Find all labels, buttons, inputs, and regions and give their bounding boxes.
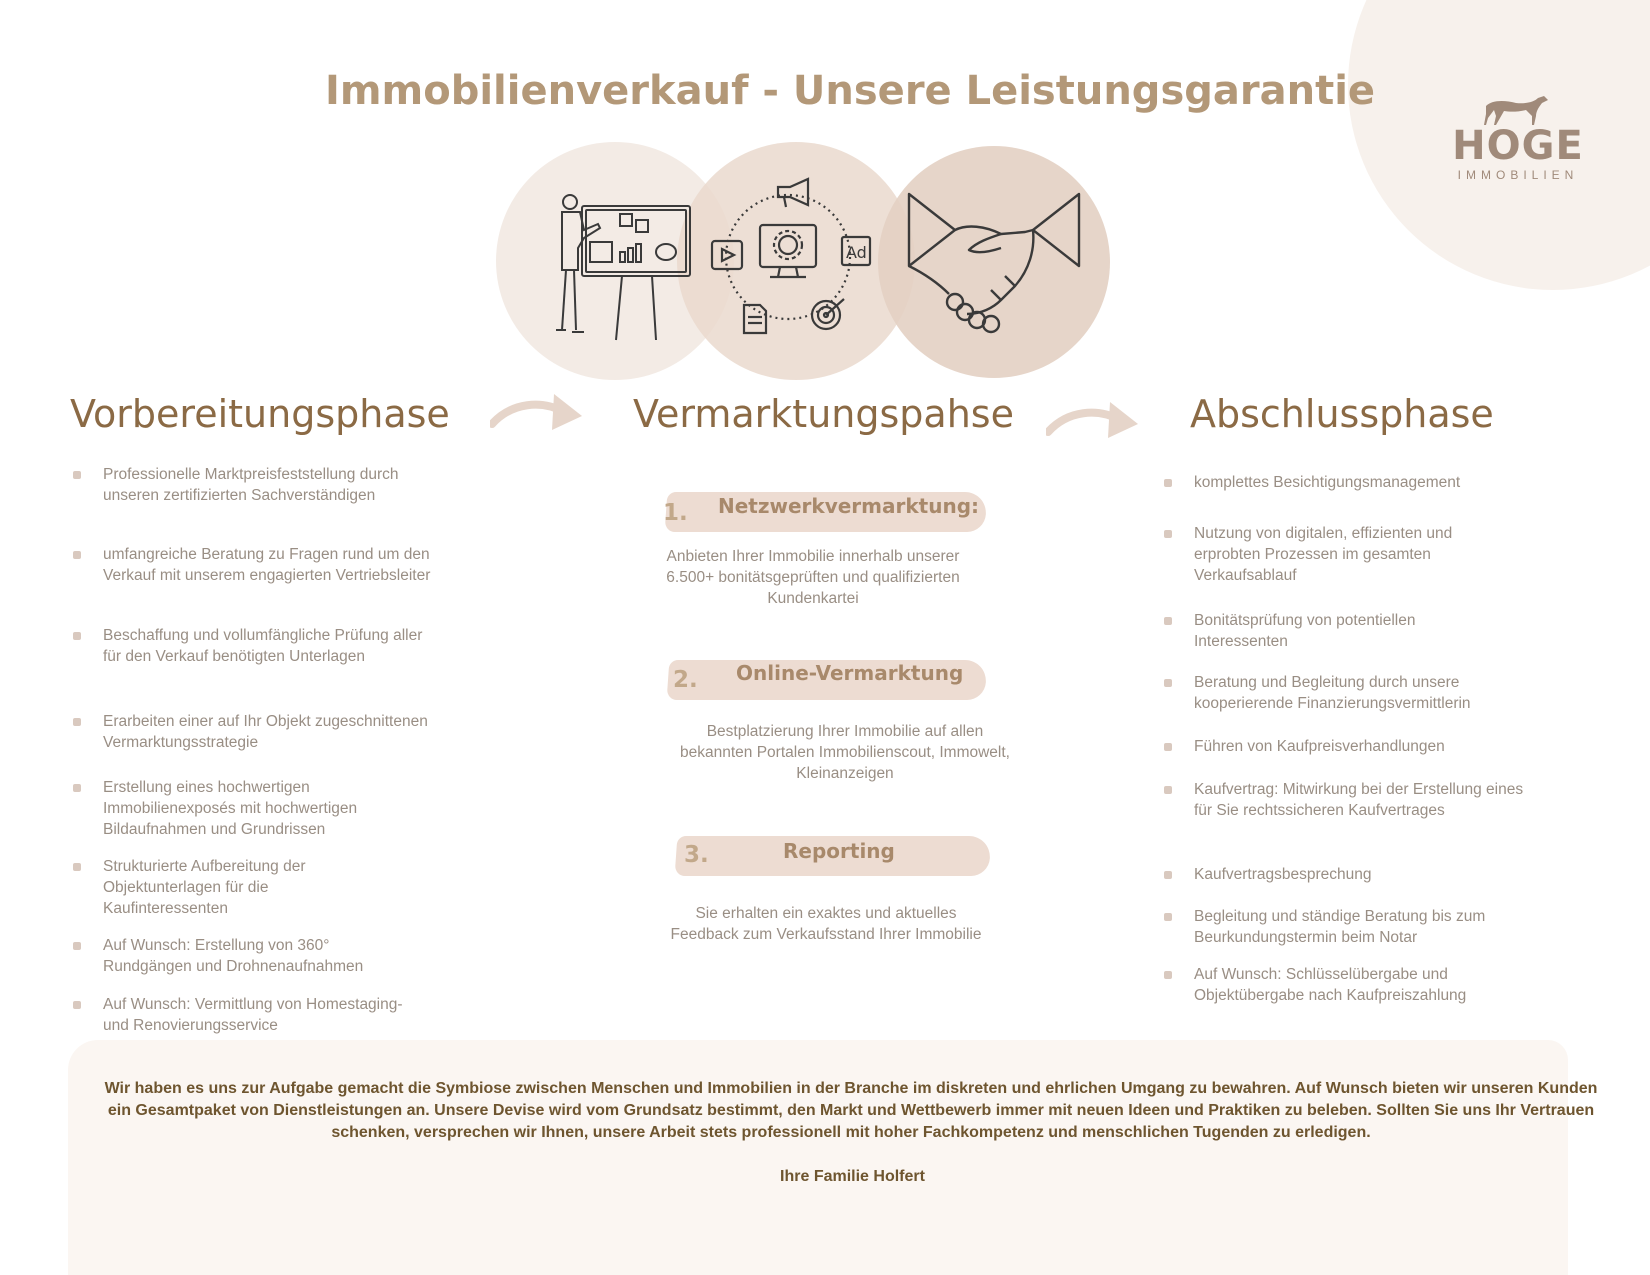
bullet-icon [73,471,81,479]
bullet-icon [73,632,81,640]
list-item: Auf Wunsch: Schlüsselübergabe und Objektübergabe nach Kaufpreiszahlung [1194,964,1544,1006]
bullet-icon [1164,913,1172,921]
bullet-icon [1164,679,1172,687]
phase-title-closing: Abschlussphase [1190,392,1494,436]
phase-title-marketing: Vermarktungspahse [633,392,1014,436]
list-item: Beratung und Begleitung durch unsere kooperierende Finanzierungsvermittlerin [1194,672,1534,714]
step-title: Reporting [783,839,895,863]
list-item: Nutzung von digitalen, effizienten und erprobten Prozessen im gesamten Verkaufsablauf [1194,523,1494,586]
arrow-right-icon [1046,398,1142,442]
list-item: Erarbeiten einer auf Ihr Objekt zugeschnittenen Vermarktungsstrategie [103,711,433,753]
digital-marketing-icon [708,175,878,335]
svg-text:Ad: Ad [846,243,867,262]
footer-signature: Ihre Familie Holfert [780,1168,925,1185]
bullet-icon [1164,479,1172,487]
bullet-icon [73,784,81,792]
step-title: Netzwerkvermarktung: [718,494,980,518]
list-item: Begleitung und ständige Beratung bis zum Beurkundungstermin beim Notar [1194,906,1524,948]
step-description: Anbieten Ihrer Immobilie innerhalb unserer 6.500+ bonitätsgeprüften und qualifizierten Kundenkartei [666,548,960,607]
bullet-icon [73,1001,81,1009]
logo-subtitle: IMMOBILIEN [1457,168,1579,182]
list-item: Auf Wunsch: Erstellung von 360° Rundgängen und Drohnenaufnahmen [103,935,403,977]
bullet-icon [73,551,81,559]
bullet-icon [1164,617,1172,625]
logo-wordmark: HOGE [1452,123,1584,169]
list-item: umfangreiche Beratung zu Fragen rund um den Verkauf mit unserem engagierten Vertriebsleiter [103,544,453,586]
bullet-icon [1164,786,1172,794]
bullet-icon [1164,530,1172,538]
bullet-icon [1164,743,1172,751]
step-number: 1. [663,500,688,526]
presentation-board-icon [540,190,700,345]
list-item: Kaufvertragsbesprechung [1194,864,1534,885]
list-item: Führen von Kaufpreisverhandlungen [1194,736,1534,757]
bullet-icon [73,942,81,950]
list-item: Erstellung eines hochwertigen Immobilienexposés mit hochwertigen Bildaufnahmen und Grundrissen [103,777,403,840]
phase-title-prep: Vorbereitungsphase [70,392,450,436]
bullet-icon [1164,971,1172,979]
list-item: Bonitätsprüfung von potentiellen Interessenten [1194,610,1474,652]
step-number: 2. [673,667,698,693]
step-description: Sie erhalten ein exaktes und aktuelles Feedback zum Verkaufsstand Ihrer Immobilie [670,905,982,943]
list-item: Professionelle Marktpreisfeststellung durch unseren zertifizierten Sachverständigen [103,464,433,506]
step-title: Online-Vermarktung [736,661,964,685]
footer-statement: Wir haben es uns zur Aufgabe gemacht die Symbiose zwischen Menschen und Immobilien in der Branche im diskreten und ehrlichen Umgang zu bewahren. Auf Wunsch bieten wir unseren Kunden ein Gesamtpaket von Dienstleistungen an. Unsere Devise wird vom Grundsatz bestimmt, den Markt und Wettbewerb immer mit neuen Ideen und Praktiken zu beleben. Sollten Sie uns Ihr Vertrauen schenken, versprechen wir Ihnen, unsere Arbeit stets professionell mit hoher Fachkompetenz und menschlichen Tugenden zu erledigen. [104,1080,1598,1141]
list-item: Strukturierte Aufbereitung der Objektunterlagen für die Kaufinteressenten [103,856,353,919]
bullet-icon [73,863,81,871]
bullet-icon [1164,871,1172,879]
list-item: Kaufvertrag: Mitwirkung bei der Erstellung eines für Sie rechtssicheren Kaufvertrages [1194,779,1539,821]
handshake-icon [905,190,1083,340]
footer-background [68,1040,1568,1275]
list-item: Auf Wunsch: Vermittlung von Homestaging- und Renovierungsservice [103,994,403,1036]
arrow-right-icon [490,390,586,434]
list-item: Beschaffung und vollumfängliche Prüfung aller für den Verkauf benötigten Unterlagen [103,625,433,667]
step-description: Bestplatzierung Ihrer Immobilie auf allen bekannten Portalen Immobilienscout, Immowelt, Kleinanzeigen [680,723,1010,782]
bullet-icon [73,718,81,726]
step-number: 3. [684,842,709,868]
list-item: komplettes Besichtigungsmanagement [1194,472,1554,493]
page-title: Immobilienverkauf - Unsere Leistungsgarantie [324,68,1376,114]
